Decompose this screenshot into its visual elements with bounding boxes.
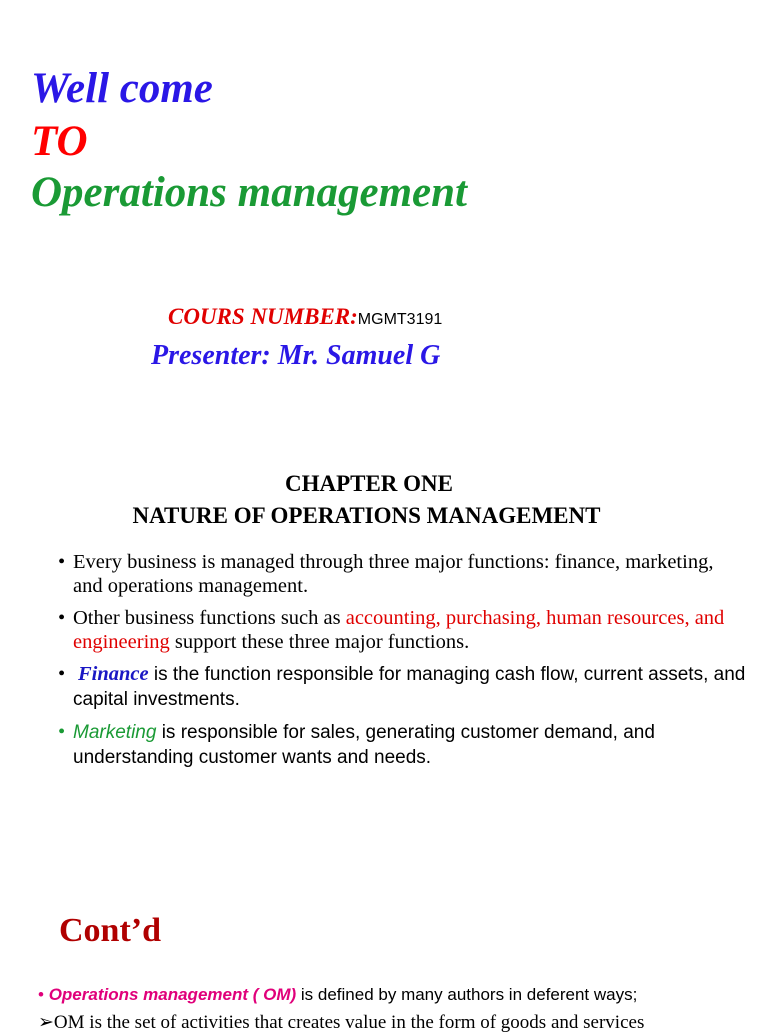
bullet-glyph: • [58, 551, 66, 573]
chapter-title: CHAPTER ONE [284, 471, 454, 496]
bullet-text: Every business is managed through three major functions: finance, marketing, and operations management. [73, 551, 714, 597]
welcome-heading: Well come [31, 65, 213, 112]
course-number-line [168, 303, 442, 334]
contd-heading: Cont’d [59, 912, 162, 949]
bullet-list [58, 550, 748, 778]
presenter-line: Presenter: Mr. Samuel G [151, 340, 441, 371]
bullet-text: is responsible for sales, generating customer demand, and understanding customer wants and needs. [73, 722, 655, 768]
bullet-text: support these three major functions. [169, 631, 470, 653]
bullet-glyph: • [58, 607, 66, 629]
om-term: Operations management ( OM) [48, 985, 297, 1004]
course-number-value: MGMT3191 [357, 311, 443, 328]
to-heading: TO [31, 118, 88, 165]
bullet-term: Finance [78, 663, 149, 685]
bullet-text: Other business functions such as [73, 607, 346, 629]
bullet-text: is the function responsible for managing cash flow, current assets, and capital investments. [73, 664, 746, 710]
course-number-label: COURS NUMBER: [168, 304, 358, 329]
om-definition-text: is defined by many authors in deferent ways; [296, 985, 638, 1004]
list-item [58, 662, 748, 712]
arrow-bullet-icon: ➢ [38, 1012, 54, 1033]
om-definition-text-2: OM is the set of activities that creates value in the form of goods and services [53, 1012, 645, 1033]
list-item [58, 550, 748, 598]
list-item [58, 720, 748, 770]
chapter-subtitle: NATURE OF OPERATIONS MANAGEMENT [132, 503, 601, 528]
list-item [58, 606, 748, 654]
bullet-glyph: • [58, 721, 66, 743]
bullet-term: Marketing [73, 722, 157, 743]
bullet-glyph: • [58, 663, 66, 685]
om-definition-line-2 [38, 1012, 644, 1034]
bullet-glyph: • [38, 985, 44, 1004]
om-definition-line [38, 984, 637, 1006]
course-title-heading: Operations management [31, 169, 468, 216]
bullet-highlight: accounting, purchasing, human resources, and engineering [73, 607, 725, 653]
